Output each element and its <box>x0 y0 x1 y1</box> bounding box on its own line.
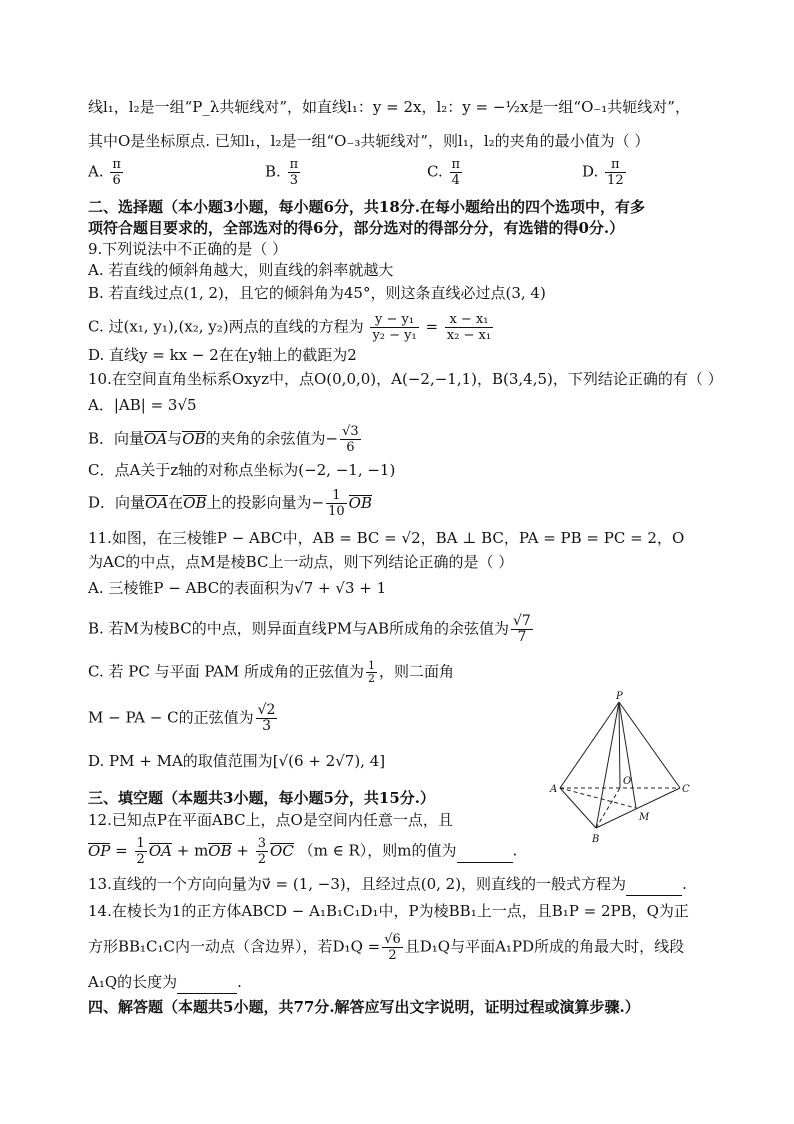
q11-option-c-cont: M − PA − C的正弦值为 $\frac{√2}{3}$ <box>88 702 276 734</box>
pyramid-figure <box>540 690 690 850</box>
label-m: M <box>639 812 650 823</box>
q14-line1: 14.在棱长为1的正方体ABCD − A₁B₁C₁D₁中，P为棱BB₁上一点，且B₁P = 2PB，Q为正 <box>88 902 689 920</box>
q13-answer-blank[interactable] <box>626 873 682 896</box>
q9-option-a: A. 若直线的倾斜角越大，则直线的斜率就越大 <box>88 261 394 279</box>
segment-pm <box>619 702 636 808</box>
q14-answer-blank[interactable] <box>177 971 237 994</box>
edge-pa <box>560 702 619 788</box>
q10-option-a: A．|AB| = 3√5 <box>88 396 197 414</box>
q10-option-b: B．向量OA与OB的夹角的余弦值为− $\frac{√3}{6}$ <box>88 424 359 455</box>
q10-option-d: D．向量OA在OB上的投影向量为− $\frac{1}{10}$ OB <box>88 488 372 519</box>
q8-option-a: A. $\frac{\pi}{6}$ <box>88 157 121 188</box>
label-p: P <box>616 691 623 702</box>
label-o: O <box>623 776 632 787</box>
q8-option-d: D. $\frac{\pi}{12}$ <box>582 157 624 188</box>
segment-am <box>560 788 636 808</box>
q11-option-c: C. 若 PC 与平面 PAM 所成角的正弦值为 $\frac{1}{2}$ ，则二面角 <box>88 659 455 685</box>
q8-option-c: C. $\frac{\pi}{4}$ <box>427 157 461 188</box>
q9-option-c: C. 过(x₁, y₁),(x₂, y₂)两点的直线的方程为 $\frac{\text{y − y₁}}{\text{y₂ − y₁}}$ = $\frac{\text{x − x₁}}{\text{x₂ − x₁}}$ <box>88 312 492 343</box>
q11-option-d: D. PM + MA的取值范围为[√(6 + 2√7), 4] <box>88 752 386 770</box>
label-c: C <box>682 784 690 795</box>
q14-line2: 方形BB₁C₁C内一动点（含边界），若D₁Q = $\frac{√6}{2}$ 且D₁Q与平面A₁PD所成的角最大时，线段 <box>88 932 685 963</box>
q14-line3: A₁Q的长度为 . <box>88 971 242 994</box>
q11-line2: 为AC的中点，点M是棱BC上一动点，则下列结论正确的是（ ） <box>88 553 514 571</box>
q11-option-b: B. 若M为棱BC的中点，则异面直线PM与AB所成角的余弦值为 $\frac{√7}{7}$ <box>88 613 531 645</box>
q8-option-b: B. $\frac{\pi}{3}$ <box>265 157 299 188</box>
q13-text: 13.直线的一个方向向量为v⃗ = (1, −3)，且经过点(0, 2)，则直线的一般式方程为 . <box>88 873 687 896</box>
q10-stem: 10.在空间直角坐标系Oxyz中，点O(0,0,0)，A(−2,−1,1)，B(3,4,5)，下列结论正确的有（ ） <box>88 370 723 388</box>
label-a: A <box>550 784 558 795</box>
q8-line2: 其中O是坐标原点. 已知l₁，l₂是一组“O₋₃共轭线对”，则l₁，l₂的夹角的最小值为（ ） <box>88 132 650 150</box>
q12-line2: OP = $\frac{1}{2}$ OA + mOB + $\frac{3}{2}$ OC （m ∈ R），则m的值为 . <box>88 836 518 867</box>
section2-heading-line1: 二、选择题（本小题3小题，每小题6分，共18分.在每小题给出的四个选项中，有多 <box>88 198 645 216</box>
q12-line1: 12.已知点P在平面ABC上，点O是空间内任意一点，且 <box>88 811 453 829</box>
section3-heading: 三、填空题（本题共3小题，每小题5分，共15分.） <box>88 789 435 807</box>
q10-option-c: C．点A关于z轴的对称点坐标为(−2, −1, −1) <box>88 461 396 479</box>
q8-line1: 线l₁，l₂是一组“P_λ共轭线对”，如直线l₁：y = 2x，l₂：y = −½x是一组“O₋₁共轭线对”， <box>88 98 690 116</box>
section2-heading-line2: 项符合题目要求的，全部选对的得6分，部分选对的得部分分，有选错的得0分.） <box>88 219 625 237</box>
q9-stem: 9.下列说法中不正确的是（ ） <box>88 240 288 258</box>
section4-heading: 四、解答题（本题共5小题，共77分.解答应写出文字说明，证明过程或演算步骤.） <box>88 998 640 1016</box>
q11-line1: 11.如图，在三棱锥P − ABC中，AB = BC = √2，BA ⊥ BC，PA = PB = PC = 2，O <box>88 529 685 547</box>
q11-option-a: A. 三棱锥P − ABC的表面积为√7 + √3 + 1 <box>88 579 387 597</box>
q9-option-d: D. 直线y = kx − 2在在y轴上的截距为2 <box>88 346 357 364</box>
q12-answer-blank[interactable] <box>457 840 513 863</box>
edge-bc <box>596 788 680 828</box>
q9-option-b: B. 若直线过点(1, 2)，且它的倾斜角为45°，则这条直线必过点(3, 4) <box>88 284 546 302</box>
label-b: B <box>592 834 600 845</box>
edge-ab <box>560 788 596 828</box>
segment-po <box>619 702 620 788</box>
